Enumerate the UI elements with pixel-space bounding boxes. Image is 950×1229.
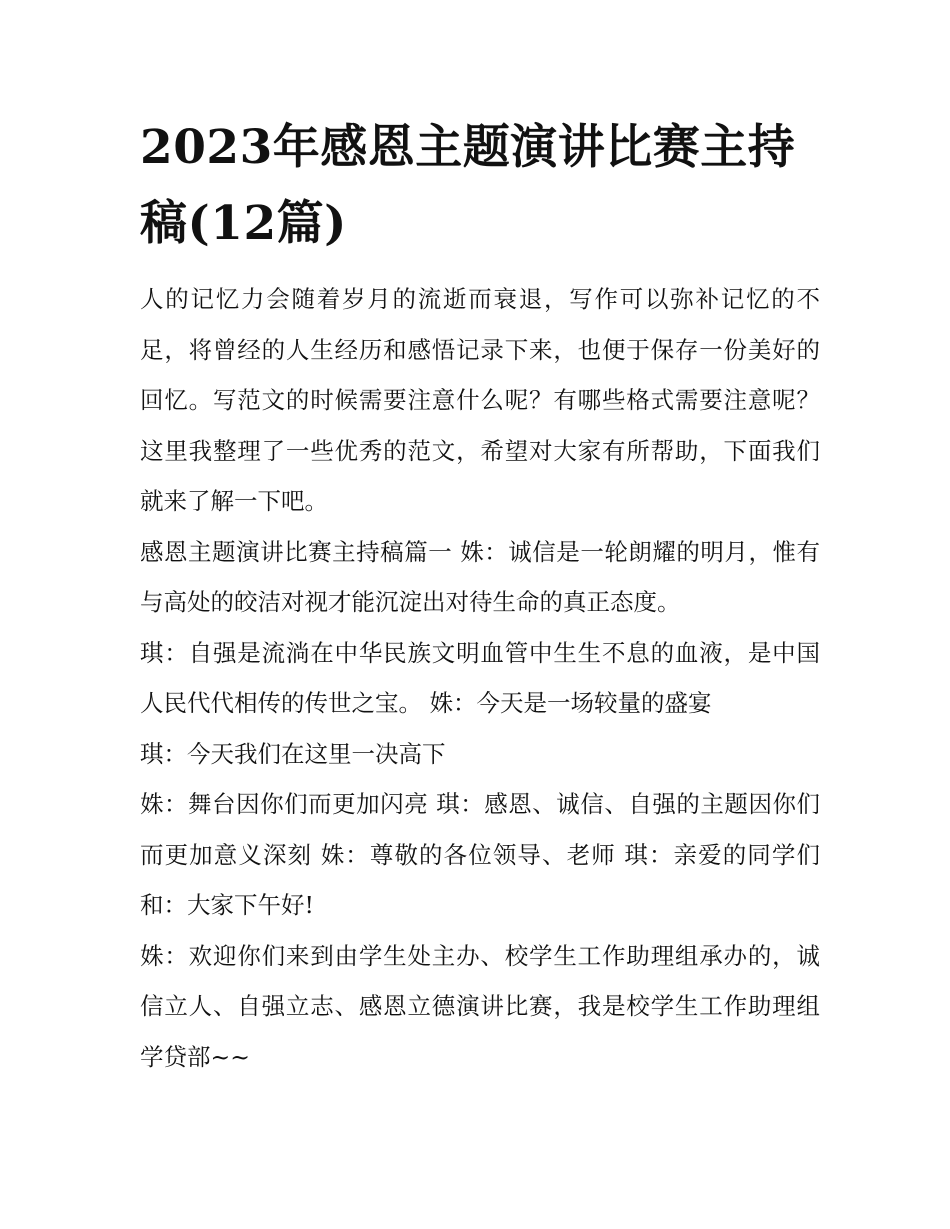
document-title: 2023年感恩主题演讲比赛主持稿(12篇) — [140, 120, 796, 251]
document-body — [140, 274, 820, 1082]
paragraph-2: 感恩主题演讲比赛主持稿篇一 姝：诚信是一轮朗耀的明月，惟有与高处的皎洁对视才能沉淀出对待生命的真正态度。 — [140, 537, 820, 616]
paragraph-intro: 人的记忆力会随着岁月的流逝而衰退，写作可以弥补记忆的不足，将曾经的人生经历和感悟记录下来，也便于保存一份美好的回忆。写范文的时候需要注意什么呢？有哪些格式需要注意呢？这里我整理了一些优秀的范文，希望对大家有所帮助，下面我们就来了解一下吧。 — [140, 285, 820, 515]
paragraph-3: 琪：自强是流淌在中华民族文明血管中生生不息的血液，是中国人民代代相传的传世之宝。 姝：今天是一场较量的盛宴 — [140, 638, 820, 717]
document-page — [140, 110, 820, 1082]
paragraph-6: 姝：欢迎你们来到由学生处主办、校学生工作助理组承办的，诚信立人、自强立志、感恩立德演讲比赛，我是校学生工作助理组学贷部~~ — [140, 941, 820, 1071]
paragraph-5: 姝：舞台因你们而更加闪亮 琪：感恩、诚信、自强的主题因你们而更加意义深刻 姝：尊敬的各位领导、老师 琪：亲爱的同学们 和：大家下午好! — [140, 790, 820, 919]
paragraph-4: 琪：今天我们在这里一决高下 — [140, 739, 446, 768]
